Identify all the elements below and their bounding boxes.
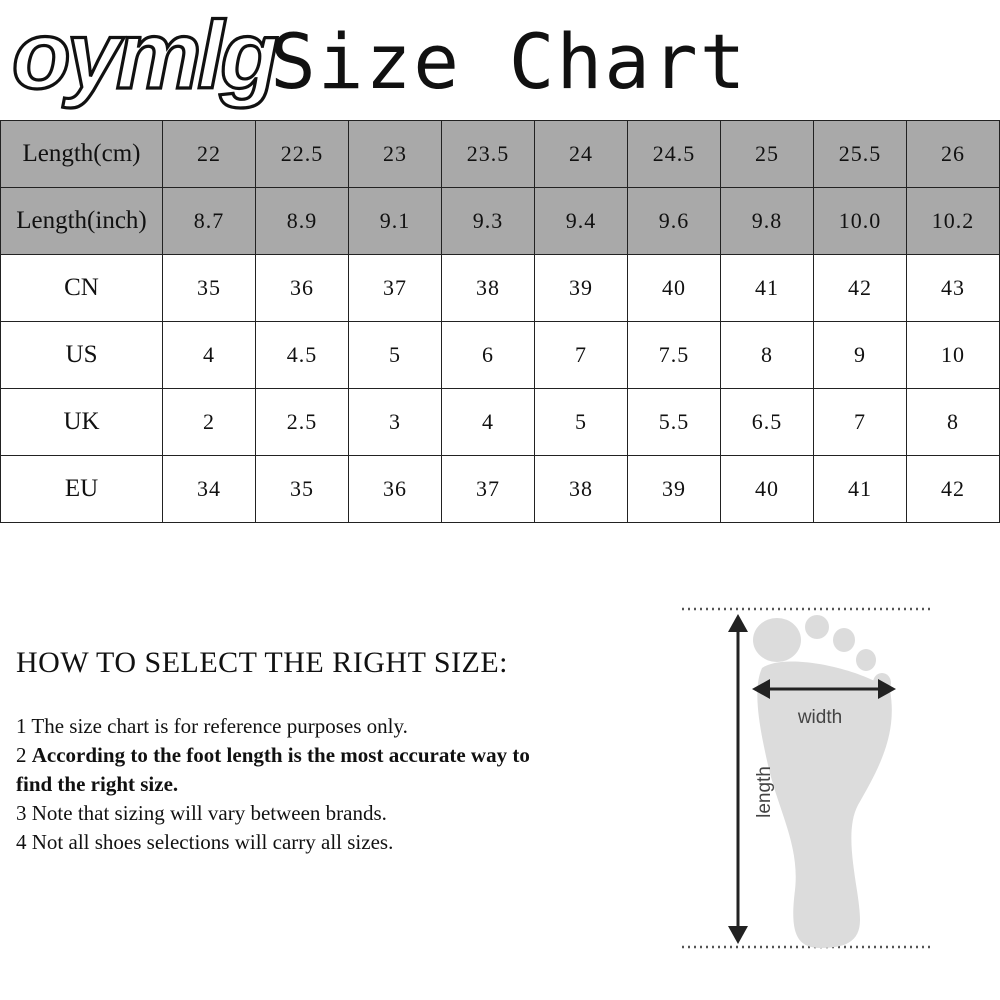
guide-item-text: According to the foot length is the most accurate way to find the right size. xyxy=(16,743,530,796)
size-cell: 6 xyxy=(442,322,535,389)
size-cell: 38 xyxy=(535,456,628,523)
guide-item-number: 1 xyxy=(16,714,27,738)
size-cell: 35 xyxy=(163,255,256,322)
size-row-label: US xyxy=(1,322,163,389)
size-cell: 9.8 xyxy=(721,188,814,255)
size-cell: 43 xyxy=(907,255,1000,322)
guide-item xyxy=(16,799,536,828)
length-label: length xyxy=(754,766,775,818)
size-cell: 5 xyxy=(349,322,442,389)
size-cell: 40 xyxy=(628,255,721,322)
size-cell: 36 xyxy=(349,456,442,523)
size-cell: 23.5 xyxy=(442,121,535,188)
size-row-label: Length(inch) xyxy=(1,188,163,255)
guide-item-number: 3 xyxy=(16,801,27,825)
size-row-label: CN xyxy=(1,255,163,322)
size-cell: 40 xyxy=(721,456,814,523)
size-cell: 25 xyxy=(721,121,814,188)
brand-logo xyxy=(8,0,308,110)
foot-measurement-diagram xyxy=(660,590,960,960)
size-cell: 8.7 xyxy=(163,188,256,255)
size-row xyxy=(1,322,1000,389)
size-cell: 37 xyxy=(349,255,442,322)
size-cell: 4.5 xyxy=(256,322,349,389)
guide-item-text: Not all shoes selections will carry all sizes. xyxy=(31,830,394,854)
size-row-label: Length(cm) xyxy=(1,121,163,188)
size-cell: 9 xyxy=(814,322,907,389)
size-row xyxy=(1,121,1000,188)
size-cell: 8 xyxy=(721,322,814,389)
guide-item-text: The size chart is for reference purposes only. xyxy=(31,714,408,738)
size-cell: 10 xyxy=(907,322,1000,389)
size-cell: 26 xyxy=(907,121,1000,188)
size-cell: 7.5 xyxy=(628,322,721,389)
size-cell: 2.5 xyxy=(256,389,349,456)
size-row xyxy=(1,255,1000,322)
size-cell: 39 xyxy=(628,456,721,523)
size-cell: 8 xyxy=(907,389,1000,456)
size-cell: 23 xyxy=(349,121,442,188)
size-cell: 42 xyxy=(814,255,907,322)
size-cell: 9.4 xyxy=(535,188,628,255)
guide-item-text: Note that sizing will vary between brands. xyxy=(31,801,387,825)
size-cell: 7 xyxy=(814,389,907,456)
size-cell: 6.5 xyxy=(721,389,814,456)
size-cell: 2 xyxy=(163,389,256,456)
size-cell: 35 xyxy=(256,456,349,523)
size-cell: 9.1 xyxy=(349,188,442,255)
size-cell: 42 xyxy=(907,456,1000,523)
size-chart-table xyxy=(0,120,1000,523)
length-arrow xyxy=(728,614,748,944)
width-label: width xyxy=(797,707,843,728)
size-cell: 38 xyxy=(442,255,535,322)
size-cell: 8.9 xyxy=(256,188,349,255)
brand-logo-text: oymlg xyxy=(12,2,275,109)
guide-item-number: 2 xyxy=(16,743,27,767)
size-cell: 24.5 xyxy=(628,121,721,188)
size-cell: 37 xyxy=(442,456,535,523)
guide-item xyxy=(16,741,536,799)
size-cell: 41 xyxy=(721,255,814,322)
size-cell: 22 xyxy=(163,121,256,188)
size-cell: 10.2 xyxy=(907,188,1000,255)
size-cell: 9.6 xyxy=(628,188,721,255)
size-cell: 39 xyxy=(535,255,628,322)
size-row-label: UK xyxy=(1,389,163,456)
size-cell: 3 xyxy=(349,389,442,456)
size-cell: 34 xyxy=(163,456,256,523)
size-cell: 4 xyxy=(163,322,256,389)
guide-item-number: 4 xyxy=(16,830,27,854)
size-cell: 5 xyxy=(535,389,628,456)
guide-heading: HOW TO SELECT THE RIGHT SIZE: xyxy=(16,646,509,679)
page-title: Size Chart xyxy=(270,17,748,106)
size-cell: 24 xyxy=(535,121,628,188)
size-cell: 41 xyxy=(814,456,907,523)
size-cell: 9.3 xyxy=(442,188,535,255)
size-row xyxy=(1,456,1000,523)
guide-item xyxy=(16,712,536,741)
size-cell: 5.5 xyxy=(628,389,721,456)
size-cell: 25.5 xyxy=(814,121,907,188)
size-cell: 7 xyxy=(535,322,628,389)
size-row xyxy=(1,188,1000,255)
guide-list xyxy=(16,712,536,857)
size-cell: 36 xyxy=(256,255,349,322)
size-row-label: EU xyxy=(1,456,163,523)
size-cell: 4 xyxy=(442,389,535,456)
guide-item xyxy=(16,828,536,857)
size-row xyxy=(1,389,1000,456)
size-cell: 10.0 xyxy=(814,188,907,255)
size-cell: 22.5 xyxy=(256,121,349,188)
